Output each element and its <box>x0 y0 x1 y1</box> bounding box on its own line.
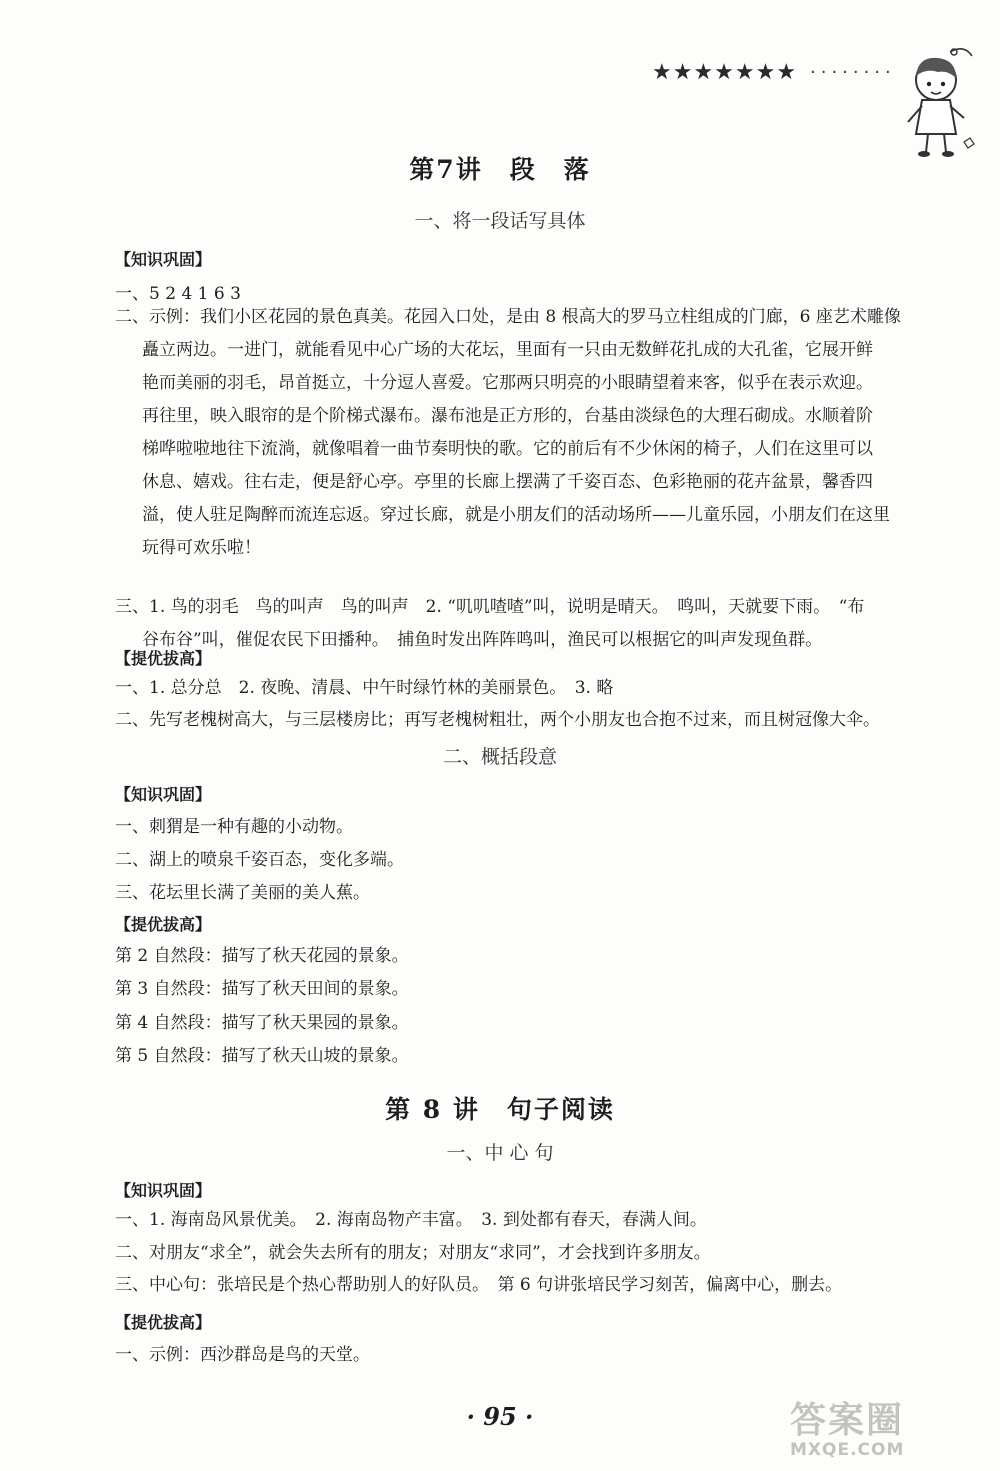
page-number: · 95 · <box>466 1402 534 1431</box>
answer-k1: 一、1. 海南岛风景优美。 2. 海南岛物产丰富。 3. 到处都有春天，春满人间。 <box>115 1210 707 1230</box>
answer-k3: 三、花坛里长满了美丽的美人蕉。 <box>115 883 370 903</box>
header-stars: ★★★★★★★ <box>652 60 798 85</box>
q2-line: 艳而美丽的羽毛，昂首挺立，十分逗人喜爱。它那两只明亮的小眼睛望着来客，似乎在表示欢迎。 <box>142 373 873 393</box>
watermark-logo-text: 答案圈 <box>790 1400 905 1441</box>
header-dots: ········ <box>810 62 896 83</box>
improve-label: 【提优拔高】 <box>115 649 212 668</box>
watermark <box>790 1402 990 1464</box>
improve-i1: 一、示例：西沙群岛是鸟的天堂。 <box>115 1345 370 1365</box>
improve-label: 【提优拔高】 <box>115 915 212 934</box>
knowledge-label: 【知识巩固】 <box>115 250 212 269</box>
knowledge-label: 【知识巩固】 <box>115 1181 212 1200</box>
q2-line: 二、示例：我们小区花园的景色真美。花园入口处，是由 8 根高大的罗马立柱组成的门廊，6 座艺术雕像 <box>115 307 901 327</box>
answer-k2: 二、对朋友“求全”，就会失去所有的朋友；对朋友“求同”，才会找到许多朋友。 <box>115 1243 711 1263</box>
answer-k1: 一、刺猬是一种有趣的小动物。 <box>115 817 353 837</box>
q2-line: 休息、嬉戏。往右走，便是舒心亭。亭里的长廊上摆满了千姿百态、色彩艳丽的花卉盆景，馨香四 <box>142 472 873 492</box>
lesson8-section1-title: 一、中 心 句 <box>446 1142 554 1164</box>
q2-line: 玩得可欢乐啦！ <box>142 538 261 558</box>
q3-line: 谷布谷”叫，催促农民下田播种。 捕鱼时发出阵阵鸣叫，渔民可以根据它的叫声发现鱼群。 <box>142 630 823 650</box>
answer-k3: 三、中心句：张培民是个热心帮助别人的好队员。 第 6 句讲张培民学习刻苦，偏离中心，删去。 <box>115 1275 843 1295</box>
q2-line: 梯哗啦啦地往下流淌，就像唱着一曲节奏明快的歌。它的前后有不少休闲的椅子，人们在这里可以 <box>142 439 873 459</box>
answer-k2: 二、湖上的喷泉千姿百态，变化多端。 <box>115 850 404 870</box>
knowledge-label: 【知识巩固】 <box>115 785 212 804</box>
improve-i2: 二、先写老槐树高大，与三层楼房比；再写老槐树粗壮，两个小朋友也合抱不过来，而且树冠像大伞。 <box>115 710 880 730</box>
paragraph-4: 第 4 自然段：描写了秋天果园的景象。 <box>115 1013 409 1033</box>
lesson7-section2-title: 二、概括段意 <box>442 746 557 768</box>
answer-q1: 一、5 2 4 1 6 3 <box>115 284 241 304</box>
girl-mascot-icon <box>898 42 978 162</box>
q2-line: 溢，使人驻足陶醉而流连忘返。穿过长廊，就是小朋友们的活动场所——儿童乐园，小朋友们在这里 <box>142 505 890 525</box>
answer-q3 <box>115 591 905 657</box>
lesson7-title: 第7讲 段 落 <box>409 155 591 184</box>
q2-line: 再往里，映入眼帘的是个阶梯式瀑布。瀑布池是正方形的，台基由淡绿色的大理石砌成。水顺着阶 <box>142 406 873 426</box>
answer-q2 <box>115 301 905 565</box>
lesson7-section1-title: 一、将一段话写具体 <box>414 210 586 232</box>
improve-label: 【提优拔高】 <box>115 1313 212 1332</box>
lesson8-title: 第 8 讲 句子阅读 <box>385 1095 615 1124</box>
q3-line: 三、1. 鸟的羽毛 鸟的叫声 鸟的叫声 2. “叽叽喳喳”叫，说明是晴天。 鸣叫，天就要下雨。 “布 <box>115 597 865 617</box>
paragraph-5: 第 5 自然段：描写了秋天山坡的景象。 <box>115 1046 409 1066</box>
q2-line: 矗立两边。一进门，就能看见中心广场的大花坛，里面有一只由无数鲜花扎成的大孔雀，它展开鲜 <box>142 340 873 360</box>
paragraph-2: 第 2 自然段：描写了秋天花园的景象。 <box>115 946 409 966</box>
paragraph-3: 第 3 自然段：描写了秋天田间的景象。 <box>115 979 409 999</box>
improve-i1: 一、1. 总分总 2. 夜晚、清晨、中午时绿竹林的美丽景色。 3. 略 <box>115 678 614 698</box>
watermark-url: MXQE.COM <box>790 1440 905 1460</box>
